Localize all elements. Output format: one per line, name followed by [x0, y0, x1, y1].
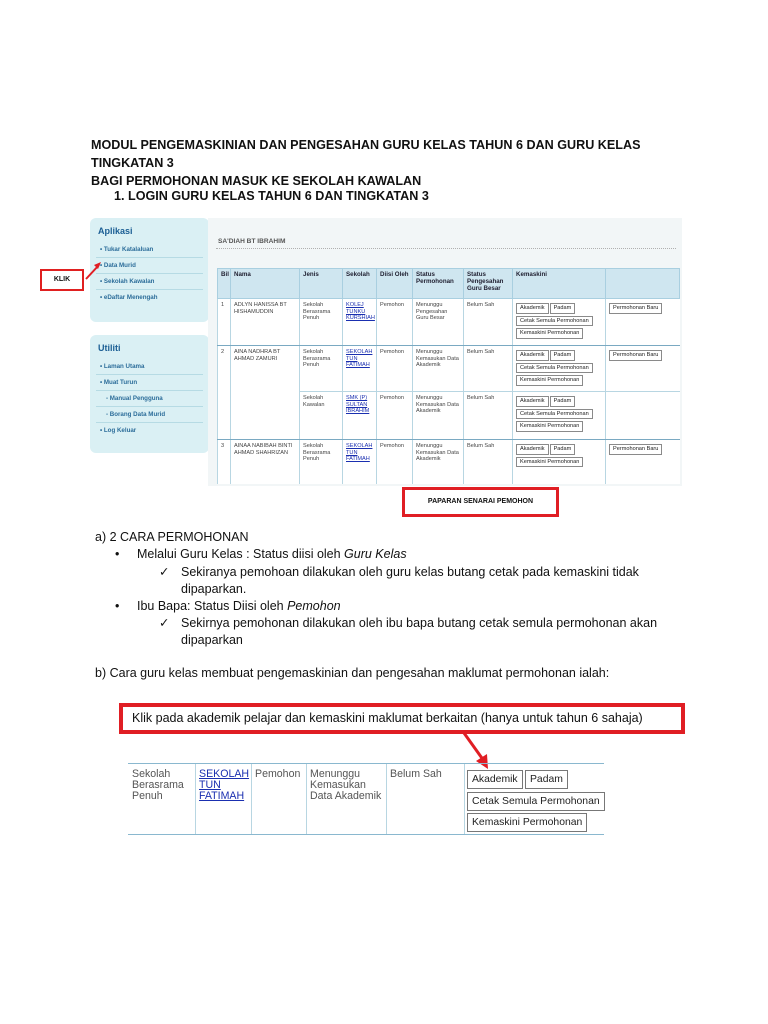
cell-kemaskini: [513, 346, 606, 392]
teacher-name: SA'DIAH BT IBRAHIM: [218, 238, 286, 245]
padam-button[interactable]: Padam: [550, 396, 576, 407]
cell-pengesahan: Belum Sah: [464, 299, 513, 346]
bullet-guru-kelas: [137, 546, 407, 563]
permohonan-baru-button[interactable]: Permohonan Baru: [609, 350, 662, 361]
zoom-akademik-button[interactable]: Akademik: [467, 770, 523, 789]
sidebar-item-manual-pengguna[interactable]: - Manual Pengguna: [106, 395, 163, 402]
cell-kemaskini: [513, 299, 606, 346]
zoomed-table-row: [128, 763, 604, 835]
title-line-2: BAGI PERMOHONAN MASUK KE SEKOLAH KAWALAN: [91, 174, 422, 188]
cell-status: Menunggu Kemasukan Data Akademik: [413, 346, 464, 392]
zoom-diisi: Pemohon: [255, 768, 301, 780]
zoom-cetak-semula-button[interactable]: Cetak Semula Permohonan: [467, 792, 605, 811]
sidebar-aplikasi: [90, 218, 209, 322]
cell-diisi: Pemohon: [377, 392, 413, 440]
sidebar-aplikasi-title: Aplikasi: [98, 226, 133, 236]
zoom-kemaskini-permohonan-button[interactable]: Kemaskini Permohonan: [467, 813, 587, 832]
cell-pengesahan: Belum Sah: [464, 346, 513, 392]
callout-klik-akademik: Klik pada akademik pelajar dan kemaskini maklumat berkaitan (hanya untuk tahun 6 sahaja): [119, 703, 685, 734]
kemaskini-permohonan-button[interactable]: Kemaskini Permohonan: [516, 328, 583, 339]
zoom-padam-button[interactable]: Padam: [525, 770, 568, 789]
sidebar-item-sekolah-kawalan[interactable]: • Sekolah Kawalan: [100, 278, 155, 285]
bullet-italic: Guru Kelas: [344, 547, 407, 561]
check-text-line: dipaparkan: [181, 633, 243, 647]
screenshot-senarai-pemohon: [90, 218, 682, 486]
kemaskini-permohonan-button[interactable]: Kemaskini Permohonan: [516, 375, 583, 386]
padam-button[interactable]: Padam: [550, 303, 576, 314]
klik-arrow-icon: [84, 260, 104, 294]
cell-kemaskini: [513, 440, 606, 484]
check-text-line: Sekirnya pemohonan dilakukan oleh ibu bapa butang cetak semula permohonan akan: [181, 616, 658, 630]
bullet-ibu-bapa: [137, 598, 341, 615]
bullet-text: Ibu Bapa: Status Diisi oleh: [137, 599, 288, 613]
cell-pengesahan: Belum Sah: [464, 392, 513, 440]
cell-jenis: Sekolah Berasrama Penuh: [300, 440, 343, 484]
cell-baru: [606, 440, 680, 484]
section-a-heading: a) 2 CARA PERMOHONAN: [95, 530, 249, 544]
cell-baru: [606, 299, 680, 346]
table-row: [218, 440, 680, 484]
zoom-sekolah-link[interactable]: SEKOLAH TUN FATIMAH: [199, 768, 250, 802]
akademik-button[interactable]: Akademik: [516, 444, 549, 455]
akademik-button[interactable]: Akademik: [516, 350, 549, 361]
document-title: [91, 136, 701, 190]
section-b-heading: b) Cara guru kelas membuat pengemaskinian dan pengesahan maklumat permohonan ialah:: [95, 666, 610, 680]
cell-jenis: Sekolah Kawalan: [300, 392, 343, 440]
cell-sekolah-link[interactable]: SEKOLAH TUN FATIMAH: [343, 346, 377, 392]
column-header: Kemaskini: [513, 269, 606, 299]
cell-bil: 3: [218, 440, 231, 484]
cell-diisi: Pemohon: [377, 299, 413, 346]
permohonan-baru-button[interactable]: Permohonan Baru: [609, 303, 662, 314]
permohonan-baru-button[interactable]: Permohonan Baru: [609, 444, 662, 455]
sidebar-item-borang-data-murid[interactable]: - Borang Data Murid: [106, 411, 166, 418]
column-header: Status Permohonan: [413, 269, 464, 299]
table-row: [218, 299, 680, 346]
akademik-button[interactable]: Akademik: [516, 396, 549, 407]
table-row: [218, 346, 680, 392]
cell-sekolah-link[interactable]: SMK (P) SULTAN IBRAHIM: [343, 392, 377, 440]
cell-pengesahan: Belum Sah: [464, 440, 513, 484]
zoom-jenis: Sekolah Berasrama Penuh: [132, 768, 184, 802]
check-text-line: Sekiranya pemohoan dilakukan oleh guru kelas butang cetak pada kemaskini tidak: [181, 565, 639, 579]
cell-jenis: Sekolah Berasrama Penuh: [300, 346, 343, 392]
zoom-status: Menunggu Kemasukan Data Akademik: [310, 768, 382, 802]
cell-nama: AINAA NABIBAH BINTI AHMAD SHAHRIZAN: [231, 440, 300, 484]
column-header: Sekolah: [343, 269, 377, 299]
sidebar-utiliti: [90, 335, 209, 453]
cell-kemaskini: [513, 392, 606, 440]
sidebar-item-tukar-katalaluan[interactable]: • Tukar Katalaluan: [100, 246, 154, 253]
caption-paparan-senarai-pemohon: PAPARAN SENARAI PEMOHON: [402, 487, 559, 517]
main-panel: [208, 218, 682, 486]
cell-baru: [606, 346, 680, 392]
column-header: Jenis: [300, 269, 343, 299]
cell-status: Menunggu Kemasukan Data Akademik: [413, 440, 464, 484]
column-header: Bil: [218, 269, 231, 299]
bullet-italic: Pemohon: [287, 599, 341, 613]
sidebar-item-data-murid[interactable]: • Data Murid: [100, 262, 136, 269]
cell-bil: 2: [218, 346, 231, 392]
cetak-semula-button[interactable]: Cetak Semula Permohonan: [516, 363, 593, 374]
padam-button[interactable]: Padam: [550, 444, 576, 455]
cell-diisi: Pemohon: [377, 440, 413, 484]
column-header: Status Pengesahan Guru Besar: [464, 269, 513, 299]
klik-callout: KLIK: [40, 269, 84, 291]
sidebar-item-laman-utama[interactable]: • Laman Utama: [100, 363, 145, 370]
cell-nama: AINA NADHRA BT AHMAD ZAMURI: [231, 346, 300, 392]
cell-baru: [606, 392, 680, 440]
check-text-line: dipaparkan.: [181, 582, 247, 596]
akademik-button[interactable]: Akademik: [516, 303, 549, 314]
cetak-semula-button[interactable]: Cetak Semula Permohonan: [516, 409, 593, 420]
sidebar-item-edaftar-menengah[interactable]: • eDaftar Menengah: [100, 294, 158, 301]
table-row: [218, 392, 680, 440]
column-header: Diisi Oleh: [377, 269, 413, 299]
sidebar-utiliti-title: Utiliti: [98, 343, 121, 353]
cell-jenis: Sekolah Berasrama Penuh: [300, 299, 343, 346]
kemaskini-permohonan-button[interactable]: Kemaskini Permohonan: [516, 457, 583, 468]
zoom-pengesahan: Belum Sah: [390, 768, 442, 780]
checkmark-icon: ✓: [159, 565, 170, 579]
cell-bil: [218, 392, 231, 440]
cell-nama: [231, 392, 300, 440]
sidebar-item-muat-turun[interactable]: • Muat Turun: [100, 379, 138, 386]
title-line-1: MODUL PENGEMASKINIAN DAN PENGESAHAN GURU KELAS TAHUN 6 DAN GURU KELAS TINGKATAN 3: [91, 138, 641, 170]
checkmark-icon: ✓: [159, 616, 170, 630]
cell-status: Menunggu Kemasukan Data Akademik: [413, 392, 464, 440]
cell-status: Menunggu Pengesahan Guru Besar: [413, 299, 464, 346]
bullet-icon: •: [115, 547, 120, 561]
sidebar-item-log-keluar[interactable]: • Log Keluar: [100, 427, 137, 434]
applicant-table: [217, 268, 680, 484]
kemaskini-permohonan-button[interactable]: Kemaskini Permohonan: [516, 421, 583, 432]
bullet-icon: •: [115, 599, 120, 613]
cell-bil: 1: [218, 299, 231, 346]
section-1-heading: 1. LOGIN GURU KELAS TAHUN 6 DAN TINGKATAN 3: [114, 189, 429, 203]
padam-button[interactable]: Padam: [550, 350, 576, 361]
cell-nama: ADLYN HANISSA BT HISHAMUDDIN: [231, 299, 300, 346]
cell-sekolah-link[interactable]: SEKOLAH TUN FATIMAH: [343, 440, 377, 484]
cell-diisi: Pemohon: [377, 346, 413, 392]
bullet-text: Melalui Guru Kelas : Status diisi oleh: [137, 547, 345, 561]
column-header: [606, 269, 680, 299]
column-header: Nama: [231, 269, 300, 299]
cell-sekolah-link[interactable]: KOLEJ TUNKU KURSHIAH: [343, 299, 377, 346]
cetak-semula-button[interactable]: Cetak Semula Permohonan: [516, 316, 593, 327]
